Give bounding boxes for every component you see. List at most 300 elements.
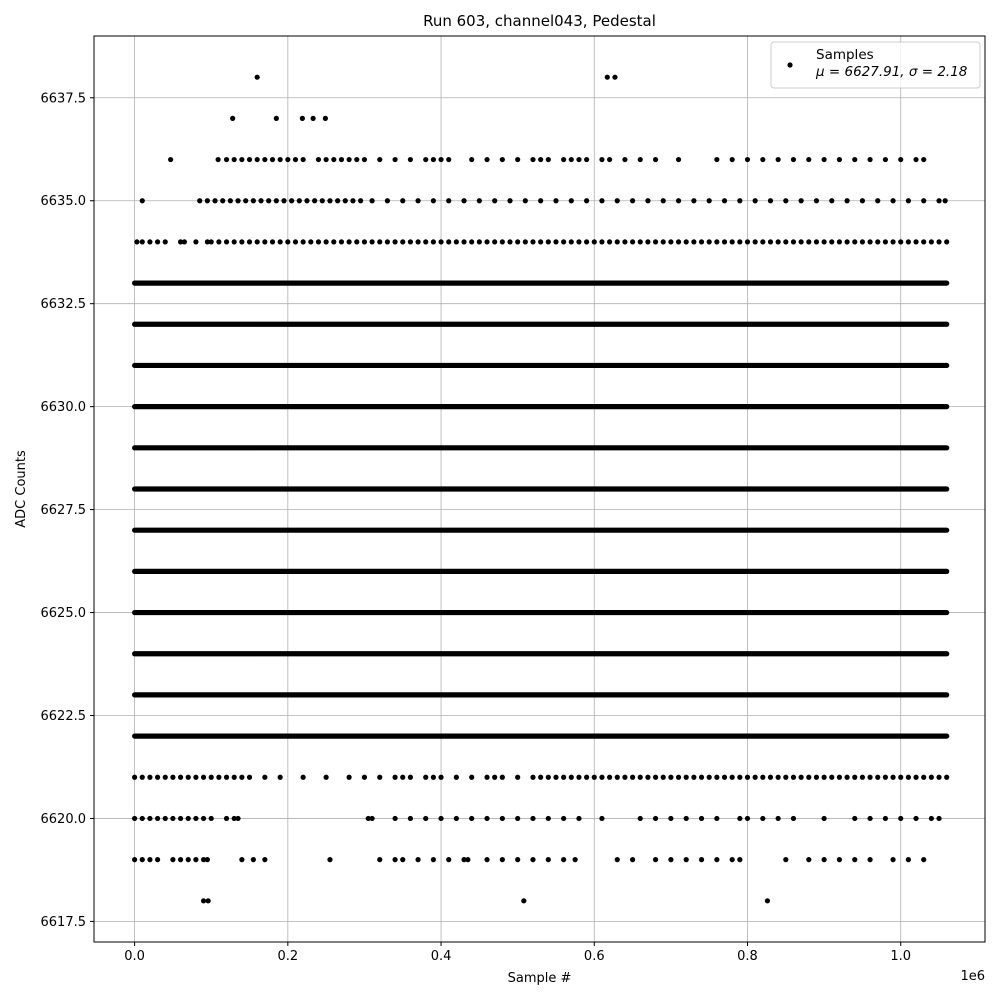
y-tick-label: 6632.5	[40, 297, 86, 313]
data-point	[599, 198, 604, 203]
data-point	[438, 775, 443, 780]
data-point	[324, 775, 329, 780]
data-point	[707, 775, 712, 780]
data-point	[913, 816, 918, 821]
data-point	[668, 857, 673, 862]
data-point	[745, 157, 750, 162]
data-point	[262, 157, 267, 162]
data-point	[576, 775, 581, 780]
data-point	[523, 239, 528, 244]
data-point	[193, 816, 198, 821]
data-point	[921, 198, 926, 203]
data-point	[661, 198, 666, 203]
data-point	[612, 75, 617, 80]
data-point	[515, 816, 520, 821]
data-point	[132, 857, 137, 862]
data-point	[607, 157, 612, 162]
data-point	[730, 775, 735, 780]
data-point	[469, 775, 474, 780]
data-point	[228, 198, 233, 203]
data-point	[860, 198, 865, 203]
data-point	[530, 239, 535, 244]
data-point	[936, 816, 941, 821]
data-point	[737, 239, 742, 244]
data-point	[140, 239, 145, 244]
data-point	[239, 775, 244, 780]
data-point	[300, 116, 305, 121]
data-point	[377, 157, 382, 162]
data-point	[461, 198, 466, 203]
x-axis-offset-label: 1e6	[960, 969, 985, 984]
data-point	[546, 816, 551, 821]
data-point	[553, 198, 558, 203]
data-point	[890, 198, 895, 203]
data-point	[408, 239, 413, 244]
data-point	[132, 816, 137, 821]
data-point	[370, 239, 375, 244]
data-point	[255, 239, 260, 244]
data-point	[312, 198, 317, 203]
chart-title: Run 603, channel043, Pedestal	[423, 12, 656, 30]
data-point	[768, 239, 773, 244]
data-point	[168, 157, 173, 162]
data-point	[392, 775, 397, 780]
data-point	[182, 239, 187, 244]
data-point	[316, 157, 321, 162]
data-point	[323, 116, 328, 121]
data-point	[737, 775, 742, 780]
data-point	[216, 775, 221, 780]
data-point	[573, 857, 578, 862]
data-point	[691, 198, 696, 203]
data-point	[546, 157, 551, 162]
y-tick-label: 6625.0	[40, 606, 86, 622]
data-point	[408, 816, 413, 821]
data-point	[898, 775, 903, 780]
data-point	[251, 857, 256, 862]
data-point	[638, 157, 643, 162]
data-point	[423, 816, 428, 821]
data-point	[186, 857, 191, 862]
data-point	[584, 198, 589, 203]
data-point	[760, 157, 765, 162]
data-point	[561, 816, 566, 821]
data-point	[247, 239, 252, 244]
data-point	[431, 239, 436, 244]
data-point	[630, 857, 635, 862]
data-point	[668, 775, 673, 780]
data-point	[844, 775, 849, 780]
data-point	[822, 157, 827, 162]
data-point	[730, 857, 735, 862]
x-tick-label: 0.4	[430, 949, 452, 964]
data-point	[339, 157, 344, 162]
data-point	[484, 239, 489, 244]
data-point	[852, 816, 857, 821]
data-point	[638, 775, 643, 780]
data-point	[615, 239, 620, 244]
data-point	[653, 239, 658, 244]
y-tick-label: 6617.5	[40, 914, 86, 930]
data-point	[753, 198, 758, 203]
data-point	[224, 816, 229, 821]
data-point	[753, 775, 758, 780]
data-point	[446, 198, 451, 203]
data-point	[320, 198, 325, 203]
data-point	[155, 239, 160, 244]
data-point	[714, 857, 719, 862]
data-point	[538, 157, 543, 162]
data-point	[331, 157, 336, 162]
data-point	[867, 157, 872, 162]
data-point	[220, 198, 225, 203]
data-point	[454, 816, 459, 821]
data-point	[745, 239, 750, 244]
data-point	[178, 857, 183, 862]
data-point	[944, 775, 949, 780]
data-point	[377, 857, 382, 862]
data-point	[224, 775, 229, 780]
data-point	[753, 239, 758, 244]
data-point	[806, 157, 811, 162]
data-point	[599, 816, 604, 821]
data-point	[722, 198, 727, 203]
data-point	[392, 239, 397, 244]
data-point	[776, 816, 781, 821]
data-point	[730, 157, 735, 162]
data-point	[676, 157, 681, 162]
data-point	[477, 198, 482, 203]
data-point	[335, 198, 340, 203]
data-point	[446, 857, 451, 862]
data-point	[576, 816, 581, 821]
data-point	[469, 157, 474, 162]
data-point	[883, 157, 888, 162]
data-point	[653, 816, 658, 821]
data-point	[492, 198, 497, 203]
data-point	[829, 775, 834, 780]
data-point	[745, 775, 750, 780]
data-point	[814, 775, 819, 780]
data-point	[615, 198, 620, 203]
data-point	[400, 775, 405, 780]
data-point	[553, 775, 558, 780]
data-point	[392, 857, 397, 862]
data-point	[860, 239, 865, 244]
data-point	[140, 775, 145, 780]
data-point	[837, 239, 842, 244]
data-point	[258, 198, 263, 203]
data-point	[783, 775, 788, 780]
data-point	[297, 198, 302, 203]
data-point	[722, 775, 727, 780]
data-point	[576, 157, 581, 162]
data-point	[201, 898, 206, 903]
data-point	[699, 816, 704, 821]
data-point	[255, 75, 260, 80]
data-point	[569, 775, 574, 780]
data-point	[561, 857, 566, 862]
data-point	[293, 157, 298, 162]
data-point	[216, 239, 221, 244]
data-point	[929, 816, 934, 821]
data-point	[358, 198, 363, 203]
data-point	[661, 239, 666, 244]
data-point	[676, 775, 681, 780]
y-tick-label: 6627.5	[40, 503, 86, 519]
data-point	[668, 239, 673, 244]
data-point	[201, 816, 206, 821]
data-point	[155, 857, 160, 862]
data-point	[147, 857, 152, 862]
data-point	[239, 157, 244, 162]
data-point	[553, 239, 558, 244]
data-point	[285, 239, 290, 244]
data-point	[331, 239, 336, 244]
data-point	[308, 239, 313, 244]
data-point	[630, 198, 635, 203]
data-point	[301, 157, 306, 162]
data-point	[431, 198, 436, 203]
data-point	[615, 775, 620, 780]
data-point	[492, 239, 497, 244]
data-point	[408, 157, 413, 162]
x-tick-label: 0.0	[124, 949, 145, 964]
data-point	[438, 239, 443, 244]
data-point	[829, 198, 834, 203]
data-point	[247, 775, 252, 780]
data-point	[230, 116, 235, 121]
data-point	[469, 239, 474, 244]
data-point	[270, 239, 275, 244]
data-point	[844, 239, 849, 244]
data-point	[521, 898, 526, 903]
data-point	[454, 239, 459, 244]
data-point	[745, 816, 750, 821]
data-point	[584, 239, 589, 244]
y-tick-label: 6637.5	[40, 91, 86, 107]
data-point	[423, 775, 428, 780]
data-point	[806, 775, 811, 780]
data-point	[707, 239, 712, 244]
data-point	[822, 239, 827, 244]
data-point	[768, 775, 773, 780]
data-point	[684, 816, 689, 821]
data-point	[500, 775, 505, 780]
x-tick-label: 0.2	[277, 949, 299, 964]
data-point	[362, 157, 367, 162]
data-point	[316, 239, 321, 244]
data-point	[783, 239, 788, 244]
data-point	[929, 775, 934, 780]
data-point	[274, 198, 279, 203]
data-point	[676, 239, 681, 244]
data-point	[197, 198, 202, 203]
data-point	[599, 239, 604, 244]
data-point	[530, 816, 535, 821]
x-tick-label: 0.6	[583, 949, 605, 964]
data-point	[546, 857, 551, 862]
data-point	[760, 239, 765, 244]
data-point	[400, 857, 405, 862]
data-point	[178, 816, 183, 821]
data-point	[699, 857, 704, 862]
data-point	[423, 157, 428, 162]
data-point	[844, 198, 849, 203]
data-point	[232, 157, 237, 162]
data-point	[699, 239, 704, 244]
data-point	[913, 157, 918, 162]
data-point	[883, 239, 888, 244]
data-point	[278, 239, 283, 244]
data-point	[569, 198, 574, 203]
data-point	[622, 775, 627, 780]
data-point	[765, 898, 770, 903]
data-point	[170, 775, 175, 780]
data-point	[289, 198, 294, 203]
data-point	[638, 239, 643, 244]
data-point	[431, 857, 436, 862]
data-point	[530, 857, 535, 862]
data-point	[722, 239, 727, 244]
data-point	[392, 157, 397, 162]
data-point	[776, 157, 781, 162]
data-point	[791, 816, 796, 821]
data-point	[822, 816, 827, 821]
data-point	[278, 775, 283, 780]
data-point	[132, 775, 137, 780]
data-point	[584, 775, 589, 780]
data-point	[507, 198, 512, 203]
data-point	[867, 775, 872, 780]
data-point	[814, 198, 819, 203]
data-point	[776, 775, 781, 780]
data-point	[469, 816, 474, 821]
data-point	[799, 198, 804, 203]
data-point	[423, 239, 428, 244]
data-point	[446, 239, 451, 244]
data-point	[944, 239, 949, 244]
data-point	[592, 239, 597, 244]
data-point	[350, 198, 355, 203]
data-point	[239, 857, 244, 862]
data-point	[484, 857, 489, 862]
data-point	[239, 239, 244, 244]
data-point	[691, 775, 696, 780]
data-point	[530, 775, 535, 780]
legend-stats: μ = 6627.91, σ = 2.18	[816, 64, 968, 80]
data-point	[274, 116, 279, 121]
data-point	[645, 198, 650, 203]
data-point	[538, 198, 543, 203]
data-point	[178, 775, 183, 780]
data-point	[301, 775, 306, 780]
data-point	[324, 157, 329, 162]
data-point	[301, 239, 306, 244]
data-point	[714, 816, 719, 821]
data-point	[883, 775, 888, 780]
data-point	[377, 775, 382, 780]
data-point	[921, 857, 926, 862]
x-tick-label: 1.0	[890, 949, 912, 964]
data-point	[707, 198, 712, 203]
data-point	[921, 157, 926, 162]
data-point	[266, 198, 271, 203]
data-point	[622, 239, 627, 244]
data-point	[431, 157, 436, 162]
data-point	[806, 857, 811, 862]
data-point	[607, 775, 612, 780]
data-point	[890, 239, 895, 244]
data-point	[327, 857, 332, 862]
y-axis-label: ADC Counts	[14, 450, 29, 528]
data-point	[209, 816, 214, 821]
data-point	[913, 239, 918, 244]
data-point	[385, 239, 390, 244]
data-point	[500, 239, 505, 244]
data-point	[400, 198, 405, 203]
y-tick-label: 6635.0	[40, 194, 86, 210]
data-point	[921, 775, 926, 780]
data-point	[224, 157, 229, 162]
data-point	[768, 198, 773, 203]
data-point	[684, 857, 689, 862]
data-point	[592, 775, 597, 780]
data-point	[304, 198, 309, 203]
data-point	[205, 857, 210, 862]
data-point	[622, 157, 627, 162]
data-point	[913, 775, 918, 780]
data-point	[653, 775, 658, 780]
data-point	[515, 857, 520, 862]
data-point	[201, 775, 206, 780]
data-point	[415, 239, 420, 244]
data-point	[170, 816, 175, 821]
data-point	[408, 775, 413, 780]
data-point	[576, 239, 581, 244]
data-point	[546, 239, 551, 244]
data-point	[875, 239, 880, 244]
data-point	[438, 157, 443, 162]
data-point	[875, 775, 880, 780]
data-point	[212, 198, 217, 203]
data-point	[822, 775, 827, 780]
data-point	[147, 239, 152, 244]
data-point	[638, 816, 643, 821]
data-point	[737, 198, 742, 203]
data-point	[362, 775, 367, 780]
data-point	[477, 239, 482, 244]
data-point	[347, 157, 352, 162]
data-point	[605, 75, 610, 80]
data-point	[936, 239, 941, 244]
data-point	[155, 816, 160, 821]
data-point	[446, 157, 451, 162]
data-point	[147, 816, 152, 821]
data-point	[791, 775, 796, 780]
data-point	[205, 198, 210, 203]
data-point	[206, 898, 211, 903]
data-point	[653, 157, 658, 162]
data-point	[262, 239, 267, 244]
data-point	[209, 775, 214, 780]
data-point	[163, 775, 168, 780]
data-point	[852, 239, 857, 244]
data-point	[852, 775, 857, 780]
data-point	[134, 239, 139, 244]
data-point	[607, 239, 612, 244]
data-point	[232, 775, 237, 780]
